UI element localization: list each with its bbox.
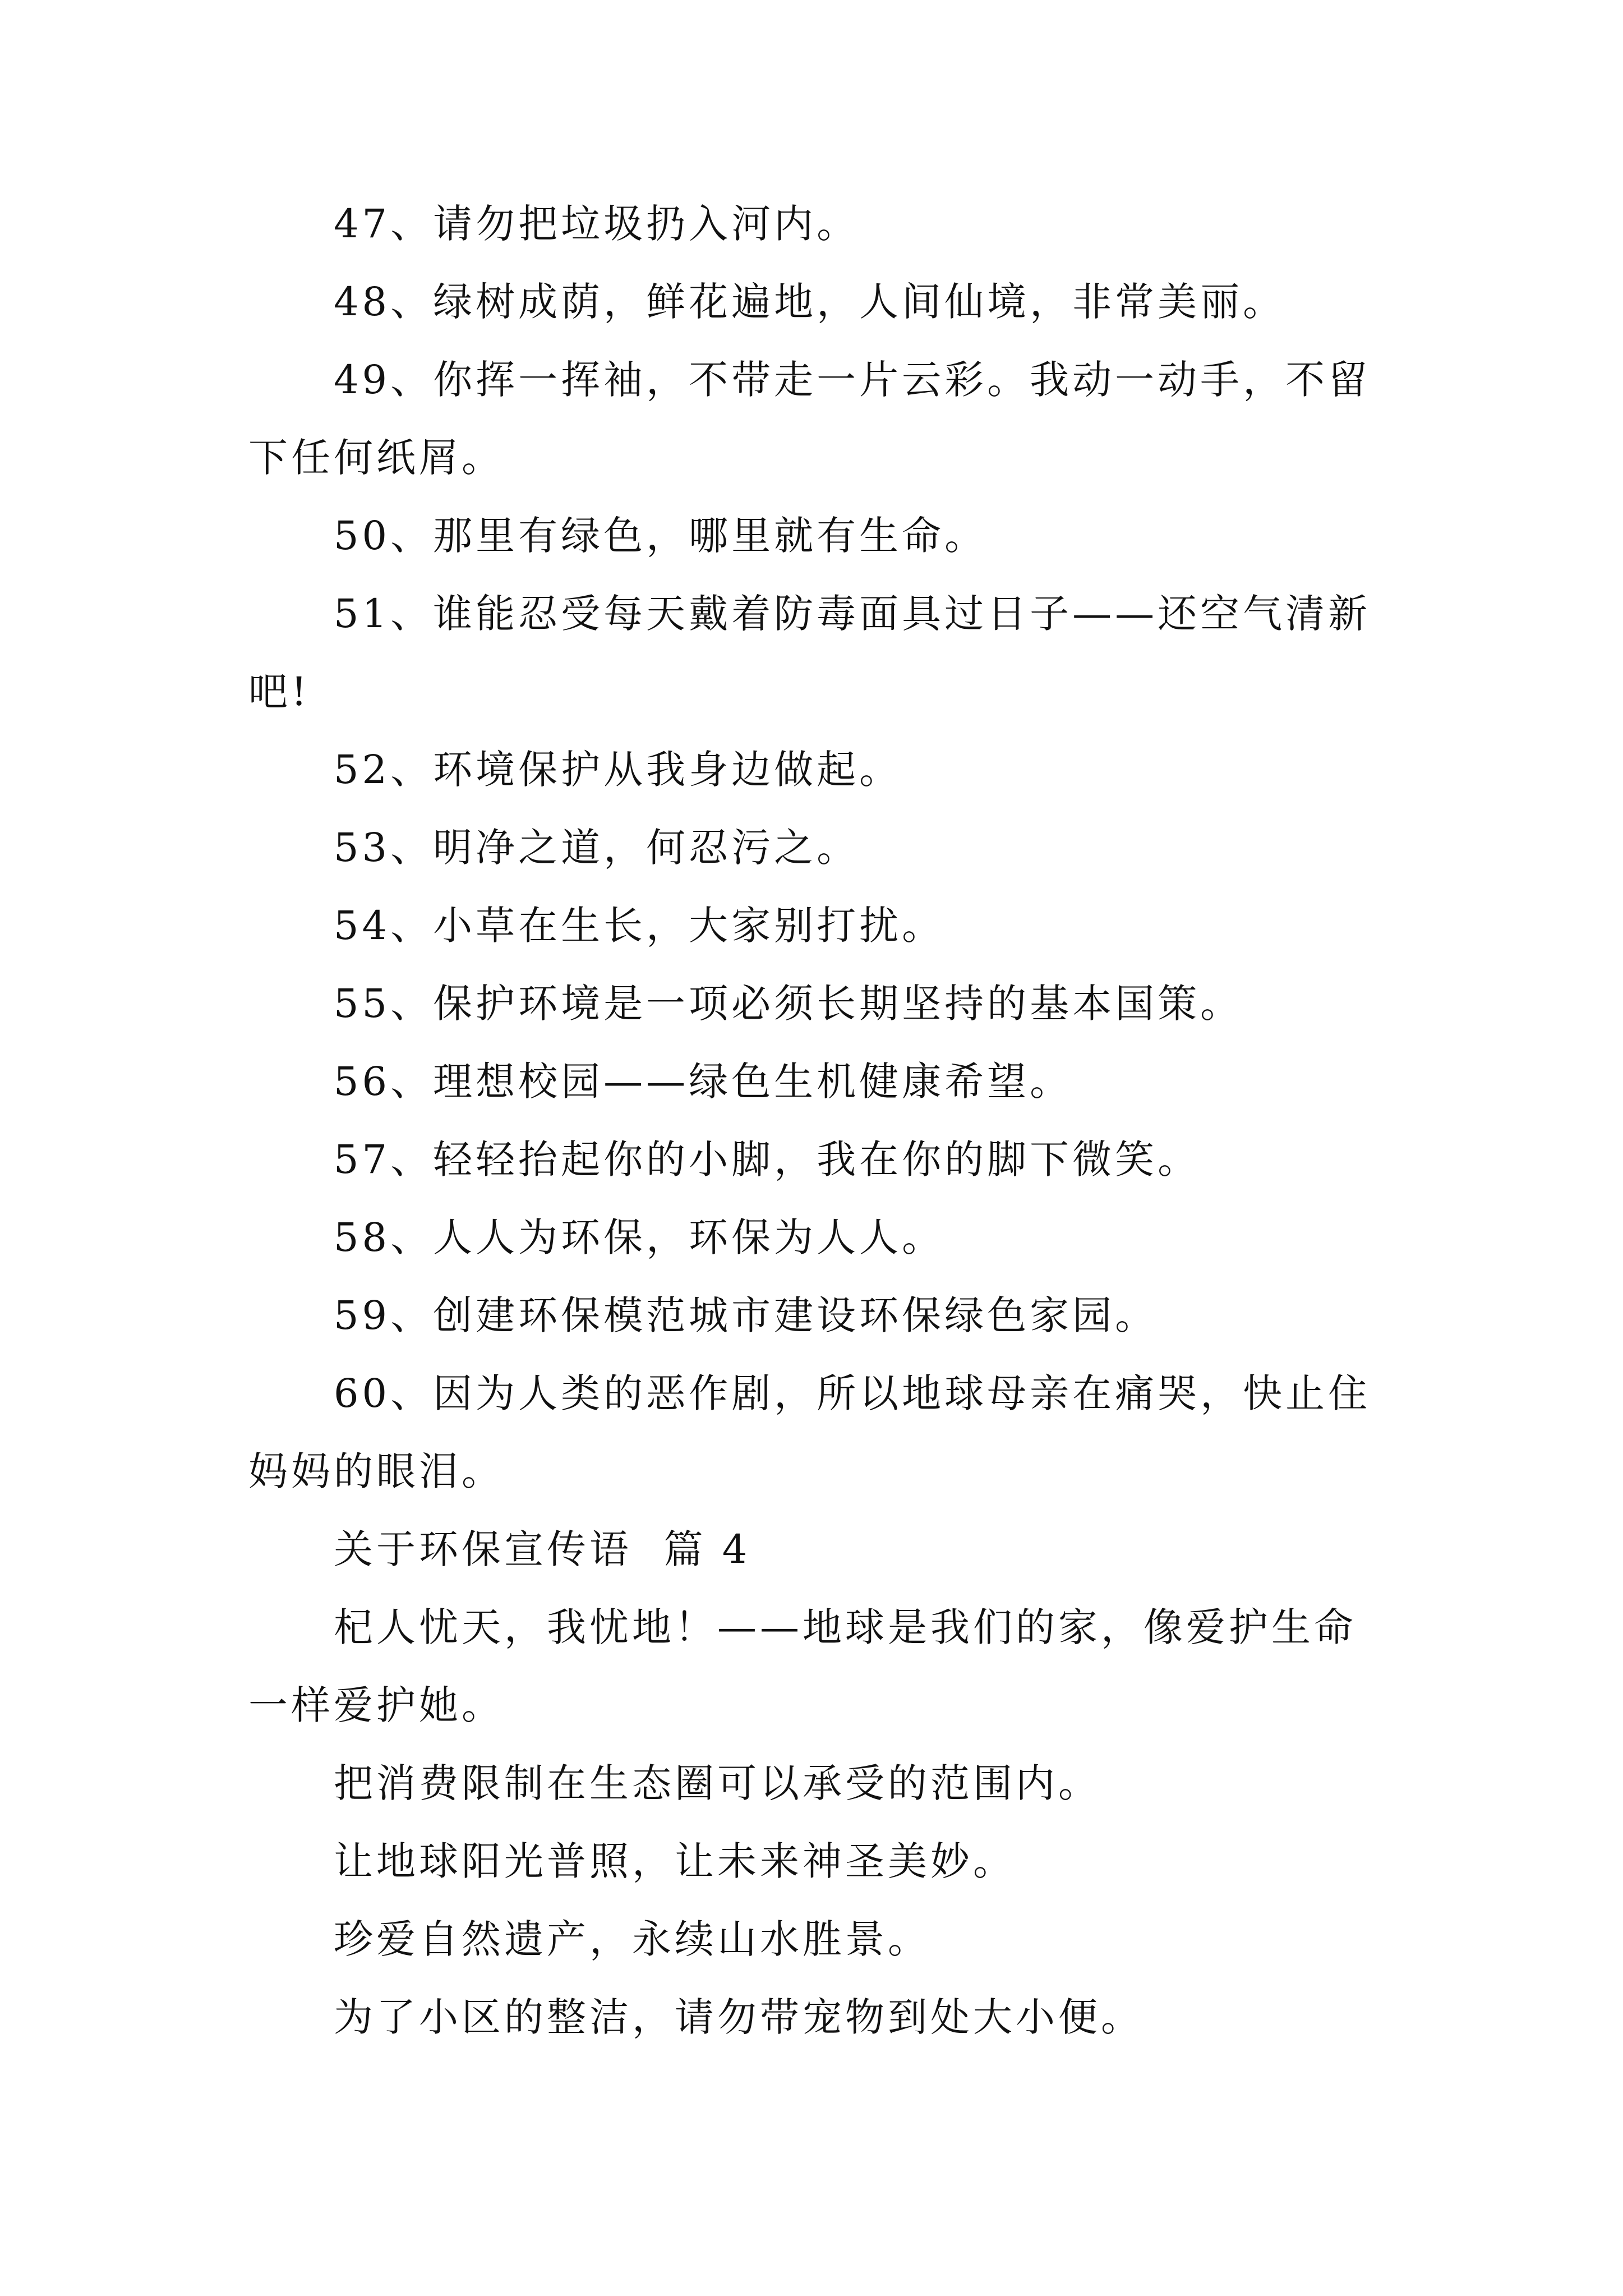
- slogan-53: 53、明净之道，何忍污之。: [334, 825, 860, 871]
- slogan-47: 47、请勿把垃圾扔入河内。: [334, 201, 860, 247]
- slogan-57: 57、轻轻抬起你的小脚，我在你的脚下微笑。: [334, 1137, 1201, 1182]
- slogan-60: 60、因为人类的恶作剧，所以地球母亲在痛哭，快止住妈妈的眼泪。: [248, 1370, 1371, 1494]
- slogan-49: 49、你挥一挥袖，不带走一片云彩。我动一动手，不留下任何纸屑。: [248, 357, 1371, 481]
- section-heading: 关于环保宣传语 篇 4: [334, 1526, 751, 1572]
- slogan-58: 58、人人为环保，环保为人人。: [334, 1214, 945, 1260]
- document-body: [248, 185, 1393, 2056]
- section-paragraph: 把消费限制在生态圈可以承受的范围内。: [334, 1760, 1101, 1806]
- slogan-59: 59、创建环保模范城市建设环保绿色家园。: [334, 1292, 1158, 1338]
- section-paragraph: 为了小区的整洁，请勿带宠物到处大小便。: [334, 1994, 1144, 2040]
- slogan-51: 51、谁能忍受每天戴着防毒面具过日子——还空气清新吧!: [248, 591, 1371, 715]
- slogan-48: 48、绿树成荫，鲜花遍地，人间仙境，非常美丽。: [334, 279, 1286, 325]
- slogan-55: 55、保护环境是一项必须长期坚持的基本国策。: [334, 981, 1243, 1027]
- section-paragraph: 让地球阳光普照，让未来神圣美妙。: [334, 1838, 1016, 1884]
- section-paragraph: 珍爱自然遗产，永续山水胜景。: [334, 1916, 930, 1962]
- slogan-56: 56、理想校园——绿色生机健康希望。: [334, 1059, 1073, 1105]
- slogan-50: 50、那里有绿色，哪里就有生命。: [334, 513, 988, 559]
- slogan-54: 54、小草在生长，大家别打扰。: [334, 903, 945, 949]
- slogan-52: 52、环境保护从我身边做起。: [334, 747, 902, 793]
- section-paragraph: 杞人忧天，我忧地！——地球是我们的家，像爱护生命一样爱护她。: [248, 1604, 1357, 1728]
